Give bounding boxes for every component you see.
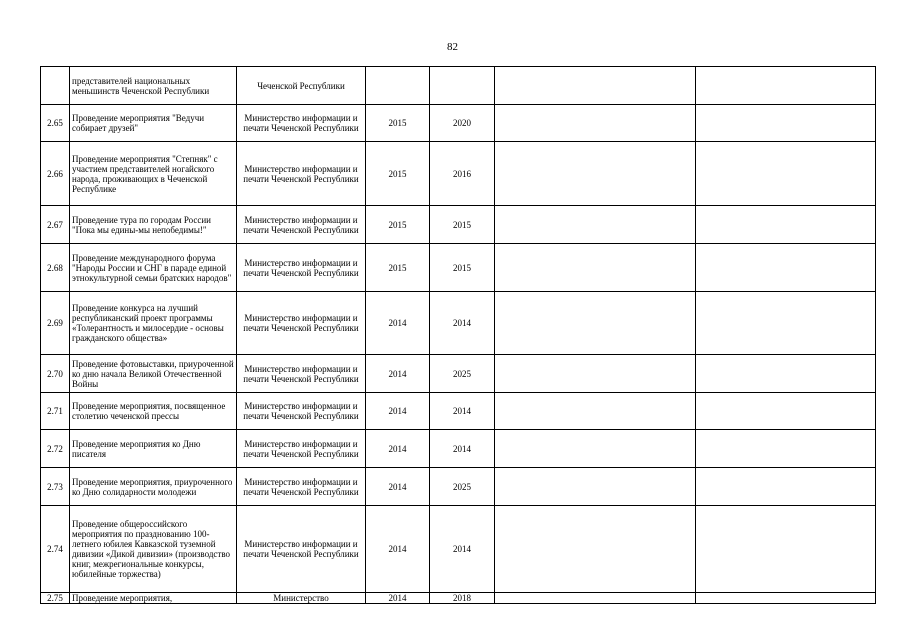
- start-year-cell: 2014: [366, 468, 430, 506]
- table-row: [41, 355, 876, 393]
- responsible-org-cell: Министерство информации и печати Чеченской Республики: [237, 105, 366, 142]
- empty-cell: [495, 105, 696, 142]
- empty-cell: [495, 206, 696, 244]
- event-name-cell: Проведение мероприятия, посвященное столетию чеченской прессы: [70, 393, 237, 430]
- event-name-cell: Проведение фотовыставки, приуроченной ко дню начала Великой Отечественной Войны: [70, 355, 237, 393]
- end-year-cell: 2016: [430, 142, 495, 206]
- event-name-cell: Проведение мероприятия,: [70, 593, 237, 604]
- event-name-cell: Проведение мероприятия "Степняк" с участием представителей ногайского народа, проживающих в Чеченской Республике: [70, 142, 237, 206]
- empty-cell: [495, 506, 696, 593]
- empty-cell: [696, 142, 876, 206]
- row-number-cell: 2.70: [41, 355, 70, 393]
- end-year-cell: 2020: [430, 105, 495, 142]
- event-name-cell: Проведение международного форума "Народы России и СНГ в параде единой этнокультурной семьи братских народов": [70, 244, 237, 292]
- end-year-cell: 2014: [430, 292, 495, 355]
- empty-cell: [495, 244, 696, 292]
- event-name-cell: Проведение мероприятия ко Дню писателя: [70, 430, 237, 468]
- responsible-org-cell: Министерство информации и печати Чеченской Республики: [237, 506, 366, 593]
- responsible-org-cell: Министерство: [237, 593, 366, 604]
- row-number-cell: [41, 67, 70, 105]
- start-year-cell: 2015: [366, 142, 430, 206]
- event-name-cell: Проведение мероприятия "Ведучи собирает друзей": [70, 105, 237, 142]
- responsible-org-cell: Министерство информации и печати Чеченской Республики: [237, 393, 366, 430]
- empty-cell: [696, 244, 876, 292]
- start-year-cell: [366, 67, 430, 105]
- end-year-cell: 2015: [430, 206, 495, 244]
- empty-cell: [495, 355, 696, 393]
- start-year-cell: 2014: [366, 430, 430, 468]
- table-row: [41, 292, 876, 355]
- responsible-org-cell: Министерство информации и печати Чеченской Республики: [237, 244, 366, 292]
- table-row: [41, 468, 876, 506]
- responsible-org-cell: Министерство информации и печати Чеченской Республики: [237, 292, 366, 355]
- event-name-cell: Проведение конкурса на лучший республиканский проект программы «Толерантность и милосердие - основы гражданского общества»: [70, 292, 237, 355]
- empty-cell: [696, 506, 876, 593]
- empty-cell: [495, 292, 696, 355]
- empty-cell: [696, 430, 876, 468]
- empty-cell: [696, 206, 876, 244]
- table-row: [41, 593, 876, 604]
- row-number-cell: 2.69: [41, 292, 70, 355]
- empty-cell: [495, 67, 696, 105]
- empty-cell: [696, 292, 876, 355]
- end-year-cell: 2014: [430, 506, 495, 593]
- table-row: [41, 67, 876, 105]
- row-number-cell: 2.73: [41, 468, 70, 506]
- responsible-org-cell: Министерство информации и печати Чеченской Республики: [237, 206, 366, 244]
- start-year-cell: 2015: [366, 206, 430, 244]
- empty-cell: [495, 593, 696, 604]
- empty-cell: [495, 430, 696, 468]
- responsible-org-cell: Министерство информации и печати Чеченской Республики: [237, 468, 366, 506]
- table-row: [41, 393, 876, 430]
- end-year-cell: 2014: [430, 393, 495, 430]
- row-number-cell: 2.72: [41, 430, 70, 468]
- empty-cell: [696, 67, 876, 105]
- row-number-cell: 2.67: [41, 206, 70, 244]
- end-year-cell: 2025: [430, 468, 495, 506]
- table-row: [41, 142, 876, 206]
- end-year-cell: 2015: [430, 244, 495, 292]
- row-number-cell: 2.66: [41, 142, 70, 206]
- empty-cell: [696, 393, 876, 430]
- table-row: [41, 506, 876, 593]
- row-number-cell: 2.74: [41, 506, 70, 593]
- end-year-cell: 2025: [430, 355, 495, 393]
- event-name-cell: Проведение тура по городам России "Пока мы едины-мы непобедимы!": [70, 206, 237, 244]
- table-row: [41, 244, 876, 292]
- page-number: 82: [447, 41, 458, 53]
- responsible-org-cell: Чеченской Республики: [237, 67, 366, 105]
- end-year-cell: 2014: [430, 430, 495, 468]
- row-number-cell: 2.75: [41, 593, 70, 604]
- start-year-cell: 2014: [366, 393, 430, 430]
- start-year-cell: 2014: [366, 355, 430, 393]
- start-year-cell: 2014: [366, 506, 430, 593]
- empty-cell: [495, 468, 696, 506]
- responsible-org-cell: Министерство информации и печати Чеченской Республики: [237, 142, 366, 206]
- empty-cell: [495, 393, 696, 430]
- row-number-cell: 2.71: [41, 393, 70, 430]
- start-year-cell: 2014: [366, 292, 430, 355]
- row-number-cell: 2.65: [41, 105, 70, 142]
- table-row: [41, 206, 876, 244]
- start-year-cell: 2015: [366, 244, 430, 292]
- start-year-cell: 2014: [366, 593, 430, 604]
- event-name-cell: Проведение мероприятия, приуроченного ко Дню солидарности молодежи: [70, 468, 237, 506]
- empty-cell: [696, 468, 876, 506]
- start-year-cell: 2015: [366, 105, 430, 142]
- program-table: [40, 66, 876, 604]
- end-year-cell: [430, 67, 495, 105]
- event-name-cell: Проведение общероссийского мероприятия по празднованию 100-летнего юбилея Кавказской туземной дивизии «Дикой дивизии» (производство книг, межрегиональные конкурсы, юбилейные торжества): [70, 506, 237, 593]
- table-row: [41, 430, 876, 468]
- end-year-cell: 2018: [430, 593, 495, 604]
- event-name-cell: представителей национальных меньшинств Чеченской Республики: [70, 67, 237, 105]
- empty-cell: [696, 105, 876, 142]
- responsible-org-cell: Министерство информации и печати Чеченской Республики: [237, 430, 366, 468]
- empty-cell: [696, 593, 876, 604]
- empty-cell: [495, 142, 696, 206]
- empty-cell: [696, 355, 876, 393]
- table-row: [41, 105, 876, 142]
- responsible-org-cell: Министерство информации и печати Чеченской Республики: [237, 355, 366, 393]
- row-number-cell: 2.68: [41, 244, 70, 292]
